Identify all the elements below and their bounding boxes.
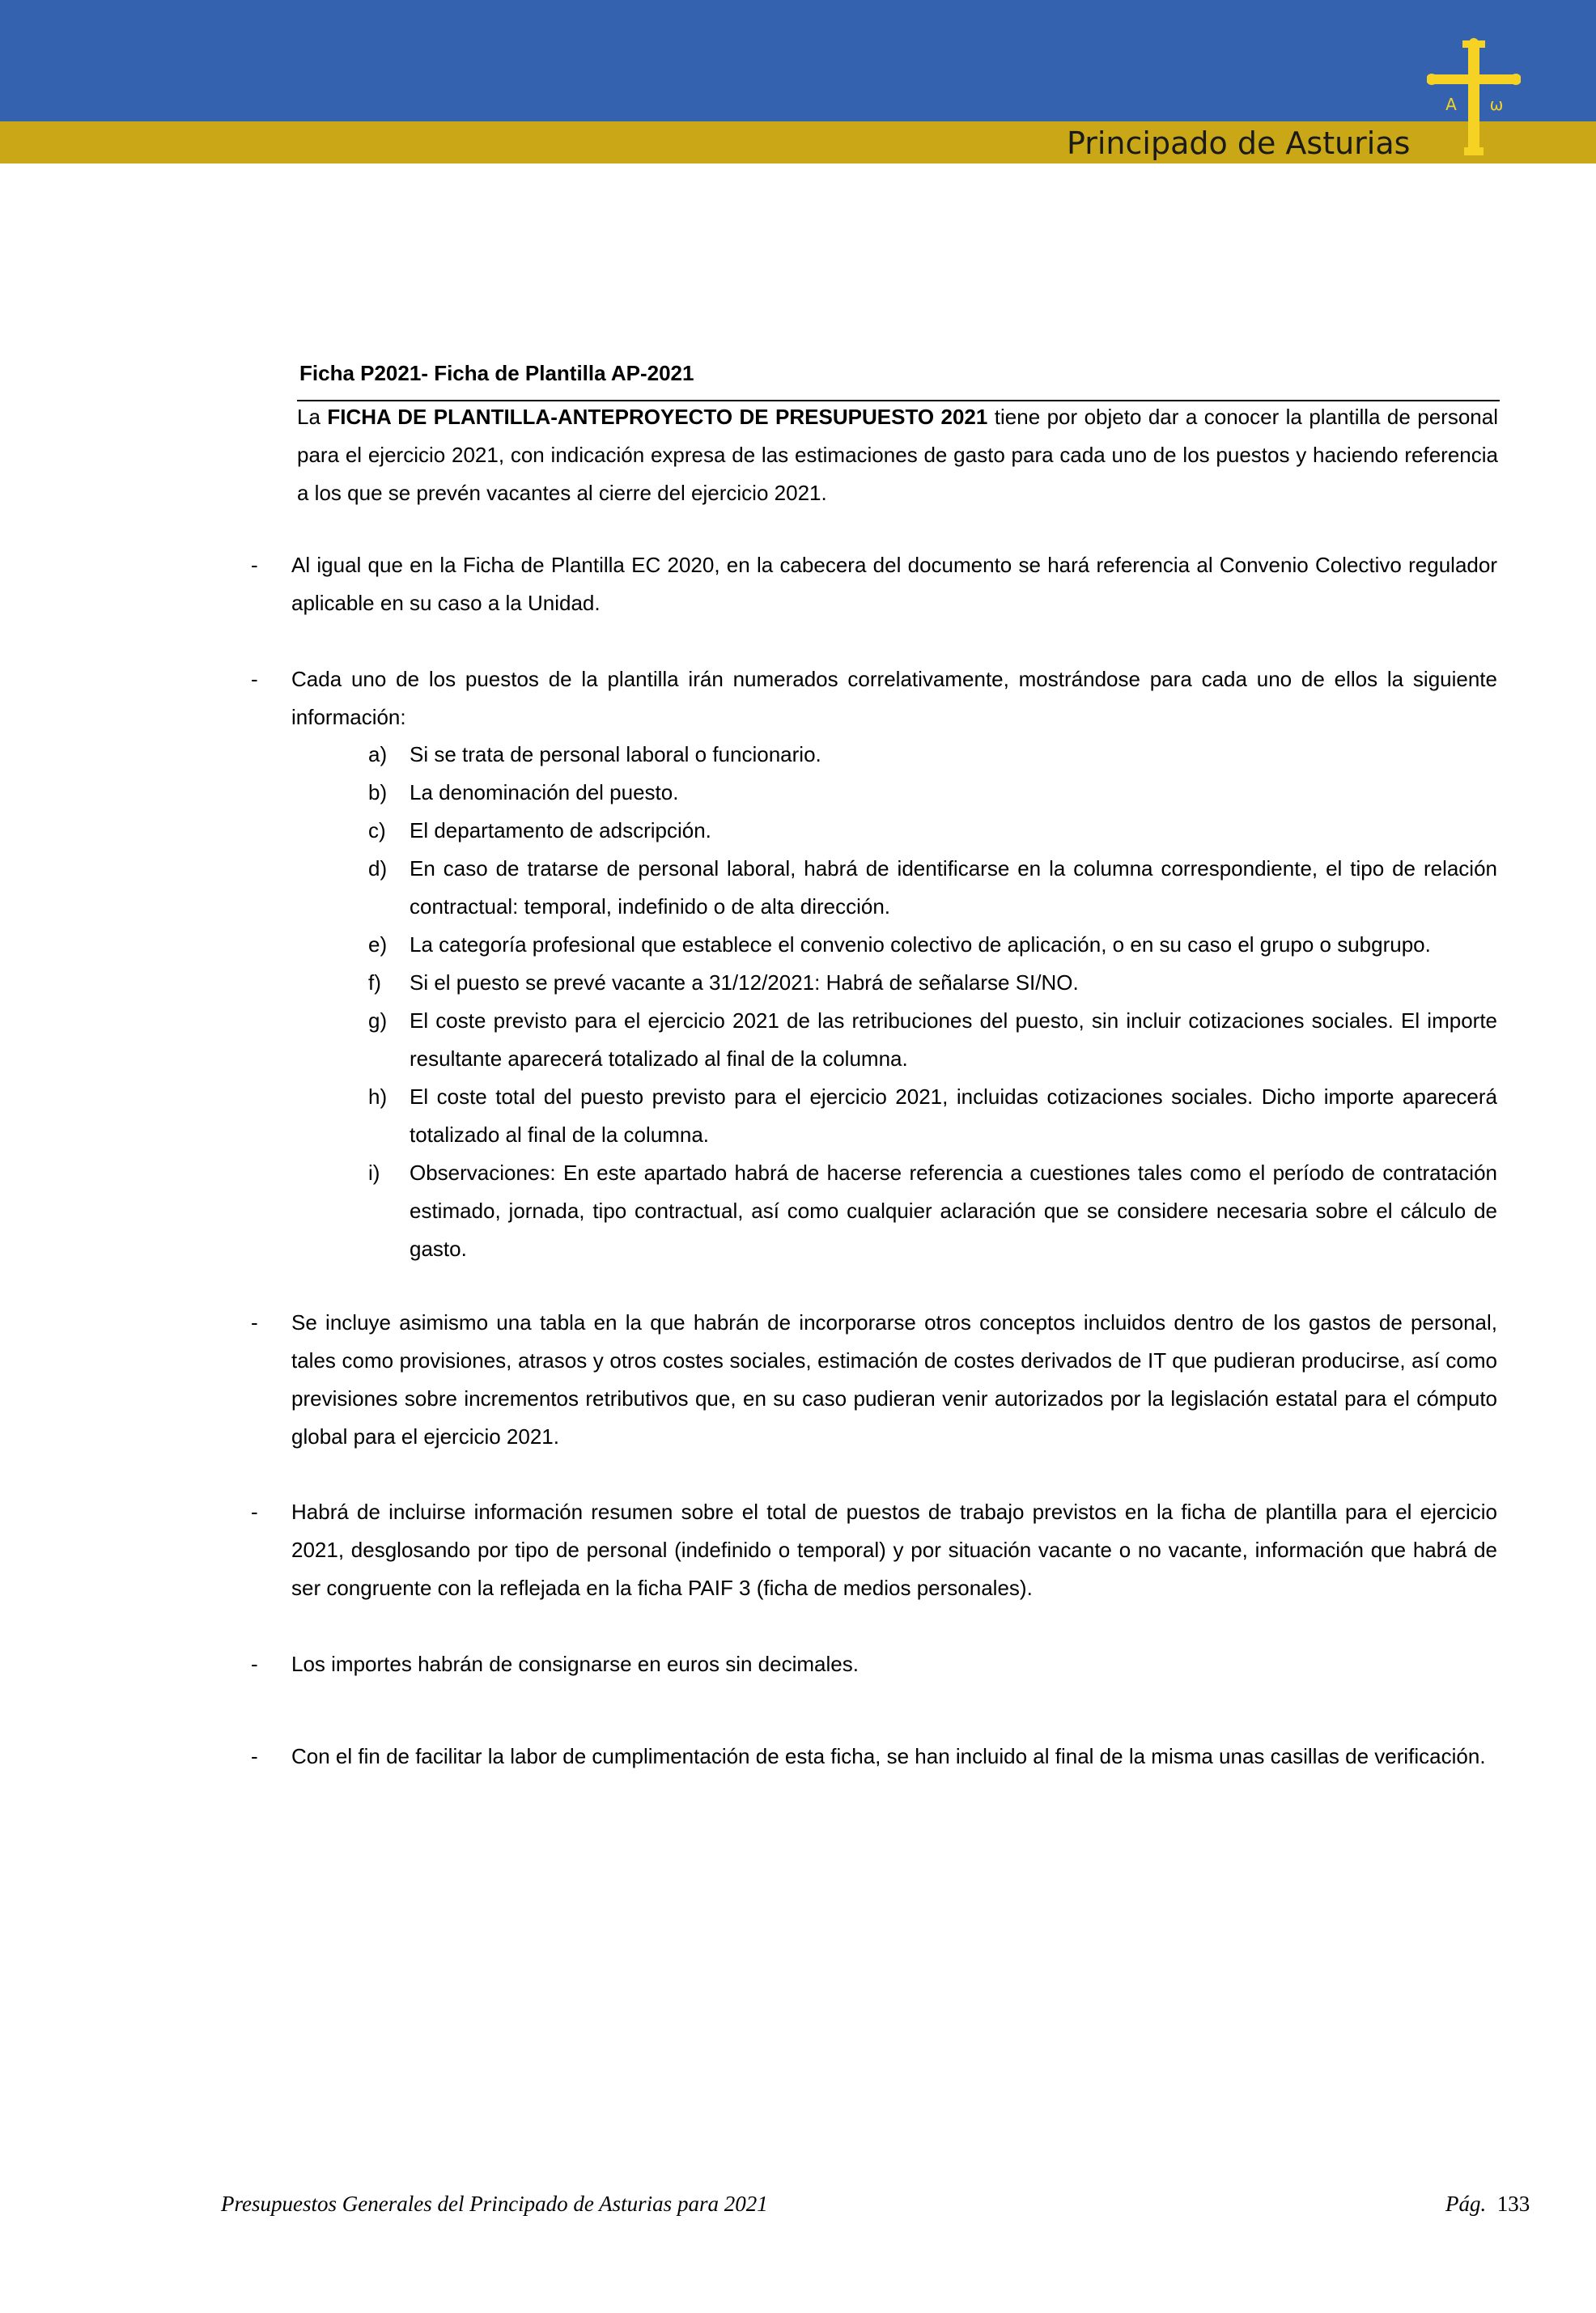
page-number-value: 133: [1496, 2192, 1530, 2216]
list-item-label: i): [368, 1161, 380, 1185]
list-item-text: El coste previsto para el ejercicio 2021 de las retribuciones del puesto, sin incluir cotizaciones sociales. El importe resultante aparecerá totalizado al final de la columna.: [410, 1008, 1497, 1071]
list-item: [368, 736, 1497, 774]
intro-bold-title: FICHA DE PLANTILLA-ANTEPROYECTO DE PRESUPUESTO 2021: [327, 405, 988, 429]
list-item-text: Si el puesto se prevé vacante a 31/12/2021: Habrá de señalarse SI/NO.: [410, 970, 1079, 995]
bullet-marker: -: [251, 1310, 258, 1335]
list-item: [368, 926, 1497, 964]
list-item: [368, 964, 1497, 1002]
list-item: [368, 1078, 1497, 1154]
cross-letter-omega: ω: [1489, 95, 1504, 114]
puesto-info-list: [368, 736, 1497, 1268]
list-item-text: La categoría profesional que establece el convenio colectivo de aplicación, o en su caso el grupo o subgrupo.: [410, 932, 1431, 957]
bullet-otros-conceptos: Se incluye asimismo una tabla en la que habrán de incorporarse otros conceptos incluidos dentro de los gastos de personal, tales como provisiones, atrasos y otros costes sociales, estimación de costes derivados de IT que pudieran producirse, así como previsiones sobre incrementos retributivos que, en su caso pudieran venir autorizados por la legislación estatal para el cómputo global para el ejercicio 2021.: [291, 1310, 1497, 1449]
list-item: [368, 774, 1497, 812]
bullet-verificacion: Con el fin de facilitar la labor de cumplimentación de esta ficha, se han incluido al final de la misma unas casillas de verificación.: [291, 1744, 1486, 1768]
page-number: [1445, 2192, 1530, 2217]
list-item-label: h): [368, 1084, 388, 1109]
list-item-text: El departamento de adscripción.: [410, 818, 711, 842]
bullet-marker: -: [251, 1652, 258, 1676]
list-item-label: c): [368, 818, 386, 842]
bullet-marker: -: [251, 1744, 258, 1768]
bullet-marker: -: [251, 1500, 258, 1524]
list-item-text: En caso de tratarse de personal laboral, habrá de identificarse en la columna correspondiente, el tipo de relación contractual: temporal, indefinido o de alta dirección.: [410, 856, 1497, 919]
intro-lead: La: [297, 405, 328, 429]
list-item-label: g): [368, 1008, 388, 1033]
list-item-label: d): [368, 856, 388, 881]
list-item: [368, 1002, 1497, 1078]
list-item-text: Si se trata de personal laboral o funcionario.: [410, 742, 821, 766]
bullet-marker: -: [251, 553, 258, 577]
header-blue-band: [0, 0, 1596, 121]
list-item-text: El coste total del puesto previsto para el ejercicio 2021, incluidas cotizaciones sociales. Dicho importe aparecerá totalizado al final de la columna.: [410, 1084, 1497, 1147]
intro-rest: tiene por objeto dar a conocer la plantilla de personal para el ejercicio 2021, con indicación expresa de las estimaciones de gasto para cada uno de los puestos y haciendo referencia a los que se prevén vacantes al cierre del ejercicio 2021.: [297, 405, 1498, 505]
list-item: [368, 1154, 1497, 1268]
bullet-marker: -: [251, 667, 258, 691]
list-item-text: La denominación del puesto.: [410, 780, 679, 804]
list-item: [368, 812, 1497, 850]
cross-letter-alpha: A: [1445, 95, 1457, 114]
section-title: Ficha P2021- Ficha de Plantilla AP-2021: [299, 361, 694, 385]
victory-cross-icon: [1427, 36, 1521, 157]
list-item-label: f): [368, 970, 381, 995]
list-item-label: a): [368, 742, 388, 766]
intro-paragraph: [297, 398, 1498, 512]
list-item-text: Observaciones: En este apartado habrá de hacerse referencia a cuestiones tales como el período de contratación estimado, jornada, tipo contractual, así como cualquier aclaración que se considere necesaria sobre el cálculo de gasto.: [410, 1161, 1497, 1261]
bullet-importes: Los importes habrán de consignarse en euros sin decimales.: [291, 1652, 859, 1676]
list-item: [368, 850, 1497, 926]
bullet-convenio: Al igual que en la Ficha de Plantilla EC 2020, en la cabecera del documento se hará referencia al Convenio Colectivo regulador aplicable en su caso a la Unidad.: [291, 553, 1497, 615]
bullet-numeracion: Cada uno de los puestos de la plantilla irán numerados correlativamente, mostrándose para cada uno de ellos la siguiente información:: [291, 667, 1497, 729]
list-item-label: e): [368, 932, 388, 957]
page-label: Pág.: [1445, 2192, 1487, 2216]
footer-title: Presupuestos Generales del Principado de Asturias para 2021: [221, 2192, 768, 2216]
brand-name: Principado de Asturias: [1067, 125, 1411, 161]
list-item-label: b): [368, 780, 388, 804]
bullet-resumen-puestos: Habrá de incluirse información resumen sobre el total de puestos de trabajo previstos en la ficha de plantilla para el ejercicio 2021, desglosando por tipo de personal (indefinido o temporal) y por situación vacante o no vacante, información que habrá de ser congruente con la reflejada en la ficha PAIF 3 (ficha de medios personales).: [291, 1500, 1497, 1600]
